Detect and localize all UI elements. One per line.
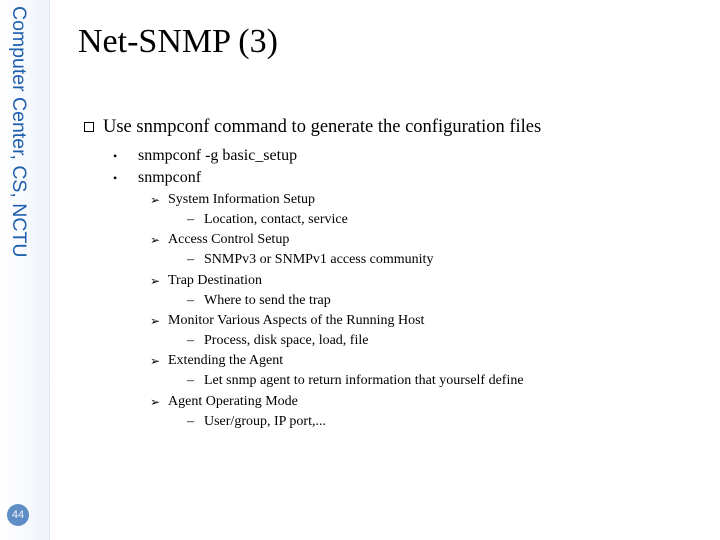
detail-description-text: Let snmp agent to return information that yourself define: [204, 373, 524, 389]
detail-description-text: Process, disk space, load, file: [204, 333, 369, 349]
sub-item: [113, 145, 297, 167]
sidebar: [0, 0, 50, 540]
dash-bullet-icon: –: [187, 373, 194, 389]
detail-heading-text: Trap Destination: [168, 272, 262, 288]
dash-bullet-icon: –: [187, 292, 194, 308]
arrow-bullet-icon: ➢: [150, 193, 161, 207]
dot-bullet-icon: •: [113, 171, 118, 185]
detail-heading-text: System Information Setup: [168, 192, 315, 207]
sidebar-divider: [49, 0, 50, 540]
detail-description: [150, 412, 524, 432]
dot-bullet-icon: •: [113, 149, 118, 163]
arrow-bullet-icon: ➢: [150, 233, 161, 248]
detail-heading-text: Access Control Setup: [168, 232, 290, 248]
dash-bullet-icon: –: [187, 333, 194, 349]
arrow-bullet-icon: ➢: [150, 313, 161, 328]
detail-heading-text: Extending the Agent: [168, 353, 284, 369]
slide-title: Net-SNMP (3): [78, 23, 278, 60]
sub-list: [113, 145, 297, 189]
detail-heading: [150, 311, 524, 331]
sidebar-title: Computer Center, CS, NCTU: [8, 6, 30, 258]
checkbox-bullet-icon: [84, 122, 94, 132]
arrow-bullet-icon: ➢: [150, 394, 161, 409]
detail-list: [150, 190, 524, 432]
detail-description: [150, 331, 524, 351]
dash-bullet-icon: –: [187, 212, 194, 228]
main-bullet: [84, 115, 541, 139]
detail-heading: [150, 230, 524, 250]
detail-description-text: Where to send the trap: [204, 292, 331, 308]
arrow-bullet-icon: ➢: [150, 273, 161, 288]
detail-heading: [150, 351, 524, 371]
detail-description-text: Location, contact, service: [204, 212, 348, 228]
detail-heading: [150, 392, 524, 412]
detail-description: [150, 291, 524, 311]
detail-heading: [150, 271, 524, 291]
detail-description-text: User/group, IP port,...: [204, 413, 326, 429]
detail-description: [150, 250, 524, 270]
detail-description-text: SNMPv3 or SNMPv1 access community: [204, 252, 434, 268]
sub-item-text: snmpconf -g basic_setup: [138, 147, 298, 164]
arrow-bullet-icon: ➢: [150, 354, 161, 369]
detail-description: [150, 371, 524, 391]
main-bullet-text: Use snmpconf command to generate the configuration files: [103, 117, 542, 137]
detail-heading: [150, 190, 524, 210]
detail-description: [150, 210, 524, 230]
sub-item: [113, 167, 297, 189]
dash-bullet-icon: –: [187, 413, 194, 429]
detail-heading-text: Monitor Various Aspects of the Running Host: [168, 312, 425, 328]
dash-bullet-icon: –: [187, 252, 194, 268]
detail-heading-text: Agent Operating Mode: [168, 393, 298, 409]
page-number: 44: [7, 504, 29, 526]
sub-item-text: snmpconf: [138, 169, 202, 186]
